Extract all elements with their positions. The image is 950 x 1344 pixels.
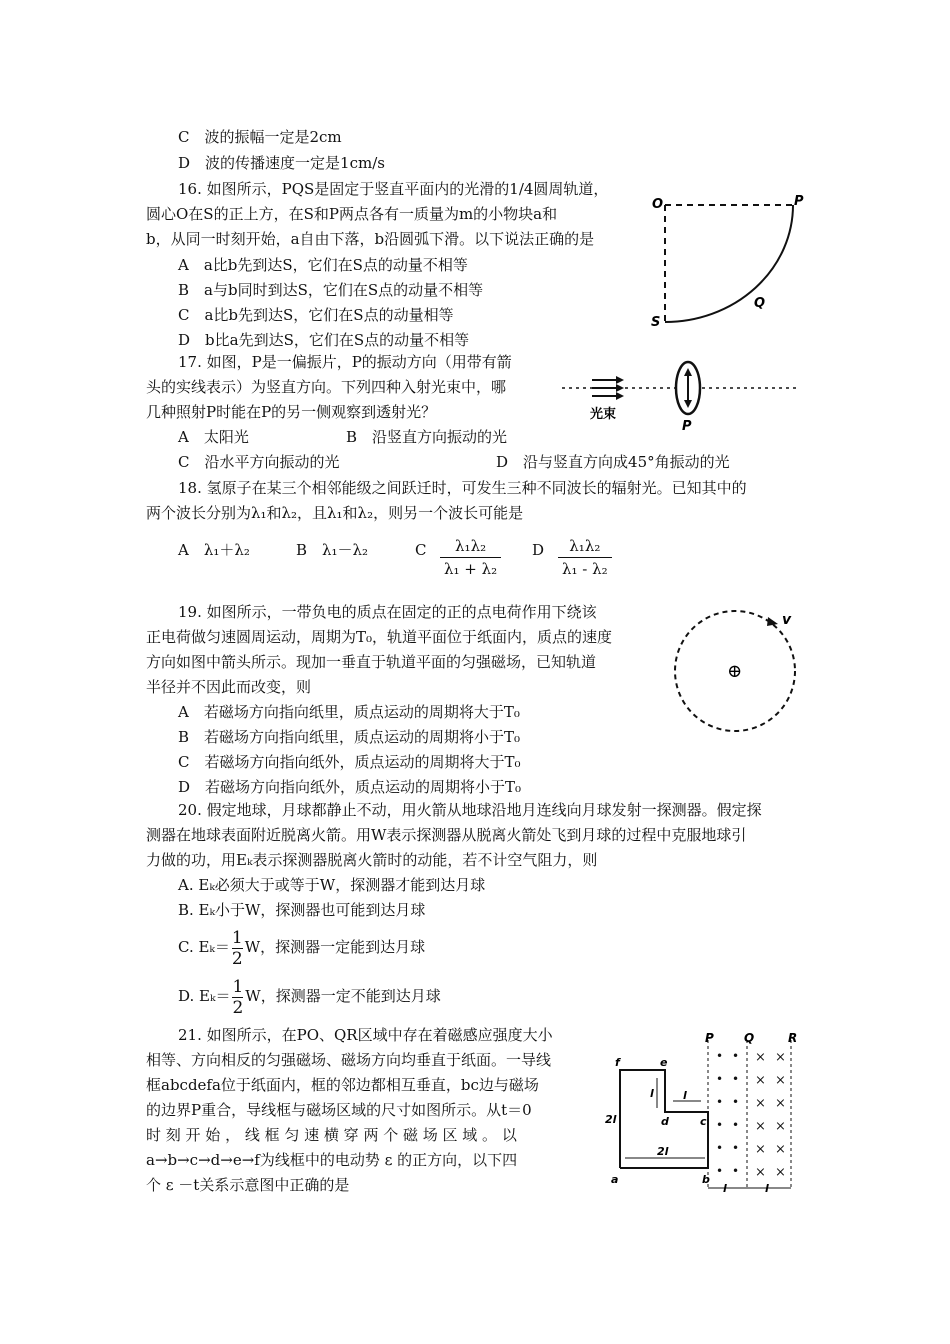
q20-option-d-prefix: D. Eₖ＝: [178, 987, 231, 1005]
q20-option-d-suffix: W，探测器一定不能到达月球: [245, 987, 441, 1005]
q20-option-b: B. Eₖ小于W，探测器也可能到达月球: [178, 901, 426, 919]
q20-stem-line1: 20. 假定地球，月球都静止不动，用火箭从地球沿地月连线向月球发射一探测器。假定探: [178, 801, 762, 819]
q21-crosses-region: [755, 1050, 786, 1180]
q21-label-e: e: [660, 1056, 668, 1069]
q20-option-c: [178, 925, 425, 969]
q20-option-d-half: [232, 977, 243, 1018]
svg-text:×: ×: [775, 1050, 786, 1065]
q18-stem-line1: 18. 氢原子在某三个相邻能级之间跃迁时，可发生三种不同波长的辐射光。已知其中的: [178, 479, 747, 497]
q20-option-d-half-num: 1: [232, 976, 244, 997]
q20-option-a: A. Eₖ必须大于或等于W，探测器才能到达月球: [178, 876, 486, 894]
q19-stem-line3: 方向如图中箭头所示。现加一垂直于轨道平面的匀强磁场，已知轨道: [146, 653, 597, 671]
q17-stem-line3: 几种照射P时能在P的另一侧观察到透射光？: [146, 403, 437, 421]
svg-text:×: ×: [775, 1096, 786, 1111]
q20-option-c-prefix: C. Eₖ＝: [178, 938, 230, 956]
q21-label-c: c: [700, 1115, 707, 1128]
q15-option-c: C 波的振幅一定是2cm: [178, 128, 342, 146]
q21-stem-line6: a→b→c→d→e→f为线框中的电动势 ε 的正方向，以下四: [146, 1151, 518, 1169]
q20-option-d: [178, 974, 441, 1018]
q17-option-a: A 太阳光: [178, 428, 249, 446]
q16-figure: [648, 190, 818, 330]
q21-stem-line4: 的边界P重合，导线框与磁场区域的尺寸如图所示。从t＝0: [146, 1101, 532, 1119]
svg-text:•: •: [716, 1164, 724, 1178]
q16-option-c: C a比b先到达S，它们在S点的动量相等: [178, 306, 454, 324]
svg-text:×: ×: [755, 1073, 766, 1088]
q15-option-d: D 波的传播速度一定是1cm/s: [178, 154, 385, 172]
q17-option-c: C 沿水平方向振动的光: [178, 453, 340, 471]
q17-option-b: B 沿竖直方向振动的光: [346, 428, 508, 446]
svg-text:×: ×: [775, 1119, 786, 1134]
svg-text:•: •: [716, 1072, 724, 1086]
q17-option-d: D 沿与竖直方向成45°角振动的光: [496, 453, 730, 471]
q16-stem-line3: b，从同一时刻开始，a自由下落，b沿圆弧下滑。以下说法正确的是: [146, 230, 595, 248]
q21-label-d: d: [661, 1115, 669, 1128]
q21-dim-l-b2: l: [765, 1182, 769, 1195]
q20-stem-line3: 力做的功，用Eₖ表示探测器脱离火箭时的动能，若不计空气阻力，则: [146, 851, 598, 869]
q21-stem-line2: 相等、方向相反的匀强磁场、磁场方向均垂直于纸面。一导线: [146, 1051, 552, 1069]
q20-option-c-half-num: 1: [231, 927, 243, 948]
svg-text:•: •: [732, 1141, 740, 1155]
q19-option-c: C 若磁场方向指向纸外，质点运动的周期将大于T₀: [178, 753, 521, 771]
q21-label-q: Q: [744, 1031, 755, 1045]
svg-text:•: •: [716, 1118, 724, 1132]
q20-option-c-half: [232, 928, 243, 969]
svg-text:×: ×: [755, 1096, 766, 1111]
q21-stem-line7: 个 ε －t关系示意图中正确的是: [146, 1176, 350, 1194]
svg-text:×: ×: [775, 1165, 786, 1180]
q18-option-c-fraction: [440, 537, 501, 578]
q19-option-d: D 若磁场方向指向纸外，质点运动的周期将小于T₀: [178, 778, 522, 796]
q20-option-d-half-den: 2: [232, 997, 244, 1018]
q17-stem-line2: 头的实线表示）为竖直方向。下列四种入射光束中，哪: [146, 378, 507, 396]
q21-dim-l-side: l: [650, 1087, 654, 1100]
q16-option-d: D b比a先到达S，它们在S点的动量不相等: [178, 331, 470, 349]
q21-dim-l-b1: l: [723, 1182, 727, 1195]
svg-text:•: •: [716, 1049, 724, 1063]
q18-stem-line2: 两个波长分别为λ₁和λ₂，且λ₁和λ₂，则另一个波长可能是: [146, 504, 524, 522]
q17-stem-line1: 17. 如图，P是一偏振片，P的振动方向（用带有箭: [178, 353, 512, 371]
q20-option-c-suffix: W，探测器一定能到达月球: [244, 938, 426, 956]
q16-label-s: S: [651, 315, 661, 330]
svg-text:•: •: [732, 1072, 740, 1086]
q16-stem-line1: 16. 如图所示，PQS是固定于竖直平面内的光滑的1/4圆周轨道，: [178, 180, 609, 198]
svg-text:•: •: [716, 1141, 724, 1155]
q19-stem-line4: 半径并不因此而改变，则: [146, 678, 312, 696]
svg-text:×: ×: [755, 1119, 766, 1134]
q21-dots-region: [716, 1049, 739, 1178]
q21-dim-l-mid: l: [683, 1089, 687, 1102]
q18-option-c-numerator: λ₁λ₂: [455, 537, 487, 555]
q16-option-b: B a与b同时到达S，它们在S点的动量不相等: [178, 281, 484, 299]
q21-label-a: a: [611, 1173, 619, 1186]
q16-option-a: A a比b先到达S，它们在S点的动量不相等: [178, 256, 468, 274]
svg-text:•: •: [716, 1095, 724, 1109]
q19-option-b: B 若磁场方向指向纸里，质点运动的周期将小于T₀: [178, 728, 521, 746]
q18-option-d-denominator: λ₁ - λ₂: [562, 560, 608, 578]
q16-label-q: Q: [754, 296, 766, 311]
svg-text:×: ×: [755, 1142, 766, 1157]
q21-stem-line3: 框abcdefa位于纸面内，框的邻边都相互垂直，bc边与磁场: [146, 1076, 539, 1094]
q18-option-d-numerator: λ₁λ₂: [569, 537, 601, 555]
q20-option-c-half-den: 2: [231, 948, 243, 969]
q17-label-p: P: [682, 419, 692, 432]
q19-stem-line1: 19. 如图所示，一带负电的质点在固定的正的点电荷作用下绕该: [178, 603, 597, 621]
q21-label-b: b: [702, 1173, 710, 1186]
q21-label-f: f: [615, 1056, 620, 1069]
q20-stem-line2: 测器在地球表面附近脱离火箭。用W表示探测器从脱离火箭处飞到月球的过程中克服地球引: [146, 826, 747, 844]
svg-text:×: ×: [775, 1142, 786, 1157]
q21-dim-2l-bottom: 2l: [657, 1145, 669, 1158]
q19-figure: [668, 602, 808, 742]
q18-option-b: B λ₁－λ₂: [296, 541, 369, 559]
q19-positive-charge: ⊕: [727, 661, 743, 682]
q17-figure: [560, 352, 800, 432]
q19-stem-line2: 正电荷做匀速圆周运动，周期为T₀，轨道平面位于纸面内，质点的速度: [146, 628, 613, 646]
svg-text:•: •: [732, 1118, 740, 1132]
q16-label-p: P: [794, 194, 804, 209]
q16-stem-line2: 圆心O在S的正上方，在S和P两点各有一质量为m的小物块a和: [146, 205, 558, 223]
svg-text:×: ×: [755, 1165, 766, 1180]
q21-stem-line1: 21. 如图所示，在PO、QR区域中存在着磁感应强度大小: [178, 1026, 553, 1044]
q18-option-d-fraction: [558, 537, 612, 578]
q18-option-d-letter: D: [532, 541, 545, 559]
svg-text:•: •: [732, 1164, 740, 1178]
q16-label-o: O: [652, 197, 664, 212]
q18-option-c-letter: C: [415, 541, 427, 559]
q21-stem-line5: 时 刻 开 始 ， 线 框 匀 速 横 穿 两 个 磁 场 区 域 。 以: [146, 1126, 517, 1144]
svg-text:•: •: [732, 1095, 740, 1109]
q21-figure: [605, 1028, 810, 1198]
svg-text:•: •: [732, 1049, 740, 1063]
q18-option-a: A λ₁＋λ₂: [178, 541, 250, 559]
q19-option-a: A 若磁场方向指向纸里，质点运动的周期将大于T₀: [178, 703, 520, 721]
svg-text:×: ×: [755, 1050, 766, 1065]
q18-option-c-denominator: λ₁ + λ₂: [444, 560, 498, 578]
q21-label-p: P: [705, 1031, 714, 1045]
q17-label-beam: 光束: [590, 407, 617, 422]
svg-text:×: ×: [775, 1073, 786, 1088]
q19-label-v: v: [782, 612, 792, 628]
q21-dim-2l-side: 2l: [605, 1113, 617, 1126]
q21-label-r: R: [788, 1031, 798, 1045]
